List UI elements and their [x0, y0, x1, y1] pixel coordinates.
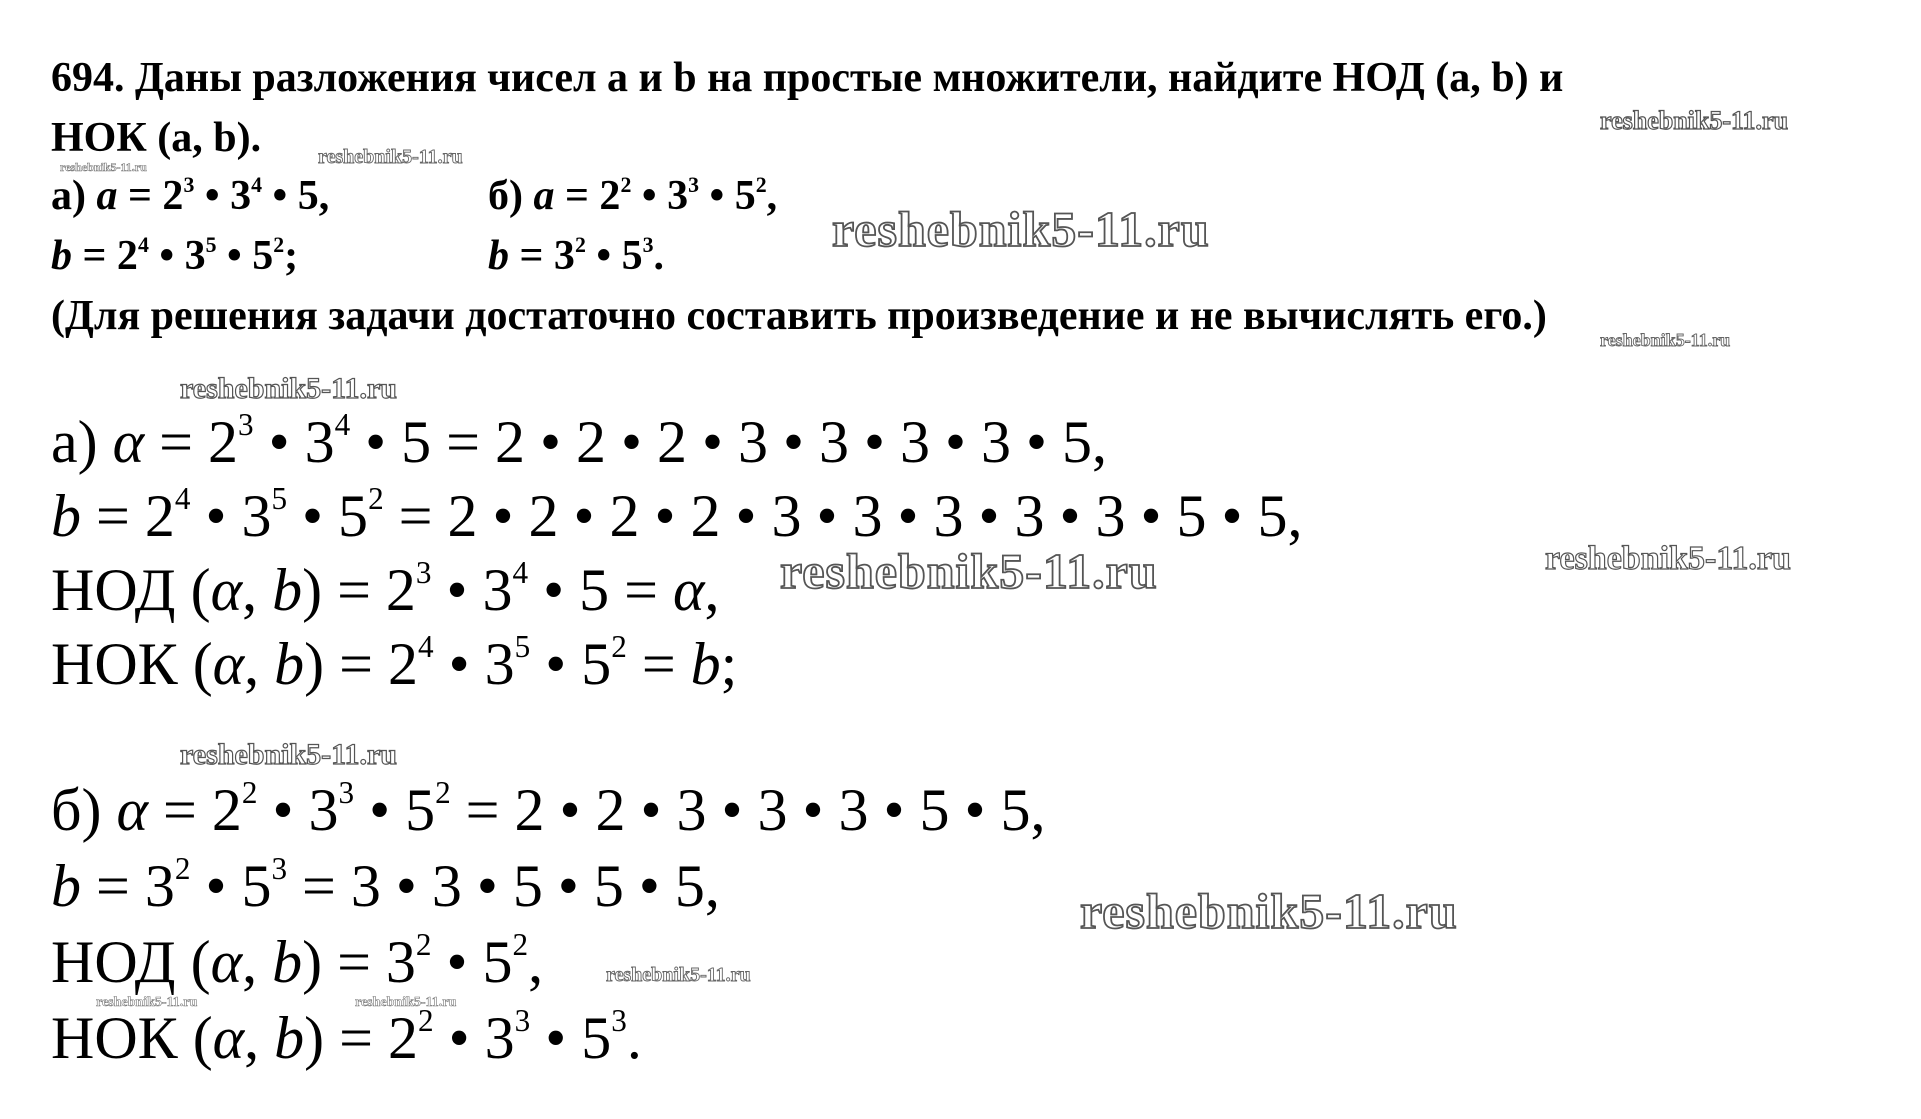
solution-a-line-1: а) $\alpha = 2^3$ • $3^4$ • 5 = 2 • 2 • 2 • 3 • 3 • 3 • 3 • 5,: [51, 407, 1108, 475]
given-b-part-b: $b = 3^2$ • $5^3$.: [488, 232, 664, 279]
problem-title-line-2: [51, 114, 261, 162]
gcd-label-b: НОД: [51, 929, 176, 995]
problem-note: [51, 292, 1547, 340]
watermark: reshebnik5-11.ru: [832, 201, 1210, 257]
watermark: reshebnik5-11.ru: [1600, 330, 1731, 350]
note-text: (Для решения задачи достаточно составить произведение и не вычислять его.): [51, 293, 1547, 339]
given-a-part-b: б) $a = 2^2$ • $3^3$ • $5^2$,: [488, 172, 778, 219]
watermark: reshebnik5-11.ru: [606, 964, 751, 986]
problem-line-2: НОК (a, b).: [51, 115, 262, 161]
watermark: reshebnik5-11.ru: [96, 995, 198, 1010]
watermark: reshebnik5-11.ru: [318, 146, 463, 168]
solution-b-label: б): [51, 777, 102, 843]
solution-b-gcd: НОД (α, $b) = 3^2$ • $5^2$,: [51, 927, 544, 995]
part-b-label: б): [488, 173, 523, 219]
problem-title: [51, 54, 1563, 102]
watermark: reshebnik5-11.ru: [780, 543, 1158, 599]
solution-a-gcd: НОД (α, $b) = 2^3$ • $3^4$ • 5 = α,: [51, 555, 720, 623]
watermark: reshebnik5-11.ru: [1600, 106, 1789, 135]
given-b-part-a: $b = 2^4$ • $3^5$ • $5^2$;: [51, 232, 299, 279]
watermark: reshebnik5-11.ru: [355, 995, 457, 1010]
solution-b-lcm: НОК (α, $b) = 2^2$ • $3^3$ • $5^3$.: [51, 1003, 642, 1071]
watermark: reshebnik5-11.ru: [180, 738, 397, 771]
solution-a-lcm: НОК (α, $b) = 2^4$ • $3^5$ • $5^2 = b$;: [51, 629, 738, 697]
watermark: reshebnik5-11.ru: [1080, 883, 1458, 939]
problem-line-1: 694. Даны разложения чисел а и b на простые множители, найдите НОД (a, b) и: [51, 55, 1564, 101]
gcd-label-a: НОД: [51, 557, 176, 623]
watermark: reshebnik5-11.ru: [60, 160, 147, 174]
solution-a-label: а): [51, 409, 98, 475]
lcm-label-a: НОК: [51, 631, 178, 697]
watermark: reshebnik5-11.ru: [180, 372, 397, 405]
part-a-label: а): [51, 173, 86, 219]
solution-b-line-1: б) $\alpha = 2^2$ • $3^3$ • $5^2 = 2$ • 2 • 3 • 3 • 3 • 5 • 5,: [51, 775, 1046, 843]
watermark: reshebnik5-11.ru: [1545, 540, 1791, 577]
given-a-part-a: а) $a = 2^3$ • $3^4$ • 5,: [51, 172, 330, 219]
solution-a-line-2: $b = 2^4$ • $3^5$ • $5^2 = 2$ • 2 • 2 • 2 • 3 • 3 • 3 • 3 • 3 • 5 • 5,: [51, 481, 1303, 549]
lcm-label-b: НОК: [51, 1005, 178, 1071]
solution-b-line-2: $b = 3^2$ • $5^3 = 3$ • 3 • 5 • 5 • 5,: [51, 851, 720, 919]
